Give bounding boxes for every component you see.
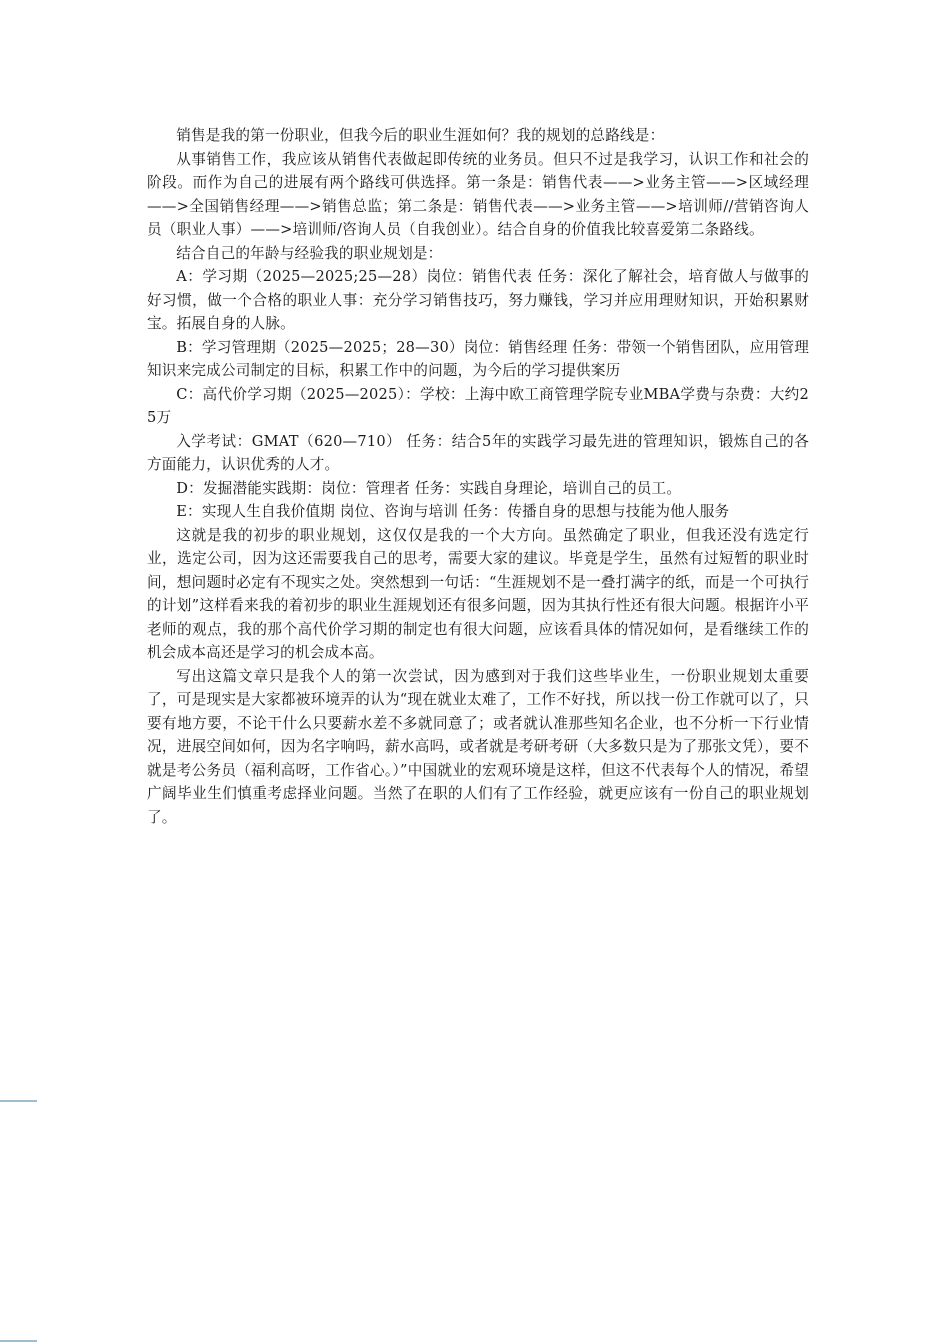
paragraph-conclusion: 写出这篇文章只是我个人的第一次尝试，因为感到对于我们这些毕业生，一份职业规划太重要了，可是现实是大家都被环境弄的认为“现在就业太难了，工作不好找，所以找一份工作就可以了，只要有地方要，不论干什么只要薪水差不多就同意了；或者就认准那些知名企业，也不分析一下行业情况，进展空间如何，因为名字响吗，薪水高吗，或者就是考研考研（大多数只是为了那张文凭），要不就是考公务员（福利高呀，工作省心。）”中国就业的宏观环境是这样，但这不代表每个人的情况，希望广阔毕业生们慎重考虑择业问题。当然了在职的人们有了工作经验，就更应该有一份自己的职业规划了。: [147, 667, 809, 826]
paragraph-stage-c: C：高代价学习期（2025—2025）：学校：上海中欧工商管理学院专业MBA学费与杂费：大约25万: [147, 385, 809, 426]
paragraph-intro: 销售是我的第一份职业，但我今后的职业生涯如何？我的规划的总路线是：: [176, 127, 665, 144]
page-edge-mark: [0, 1340, 37, 1342]
paragraph-stage-e: E：实现人生自我价值期 岗位、咨询与培训 任务：传播自身的思想与技能为他人服务: [176, 503, 730, 520]
paragraph-stage-d: D：发掘潜能实践期：岗位：管理者 任务：实践自身理论，培训自己的员工。: [176, 479, 682, 497]
paragraph-career-paths: 从事销售工作，我应该从销售代表做起即传统的业务员。但只不过是我学习，认识工作和社会的阶段。而作为自己的进展有两个路线可供选择。第一条是：销售代表——>业务主管——>区域经理——>全国销售经理——>销售总监；第二条是：销售代表——>业务主管——>培训师//营销咨询人员（职业人事）——>培训师/咨询人员（自我创业）。结合自身的价值我比较喜爱第二条路线。: [147, 150, 809, 238]
document-body: [147, 124, 809, 829]
paragraph-stage-c-exam: 入学考试：GMAT（620—710） 任务：结合5年的实践学习最先进的管理知识，锻炼自己的各方面能力，认识优秀的人才。: [147, 432, 809, 473]
paragraph-stage-b: B：学习管理期（2025—2025；28—30）岗位：销售经理 任务：带领一个销售团队，应用管理知识来完成公司制定的目标，积累工作中的问题，为今后的学习提供案历: [147, 338, 809, 379]
paragraph-reflection: 这就是我的初步的职业规划，这仅仅是我的一个大方向。虽然确定了职业，但我还没有选定行业，选定公司，因为这还需要我自己的思考，需要大家的建议。毕竟是学生，虽然有过短暂的职业时间，想问题时必定有不现实之处。突然想到一句话：“生涯规划不是一叠打满字的纸，而是一个可执行的计划”这样看来我的着初步的职业生涯规划还有很多问题，因为其执行性还有很大问题。根据许小平老师的观点，我的那个高代价学习期的制定也有很大问题，应该看具体的情况如何，是看继续工作的机会成本高还是学习的机会成本高。: [147, 526, 809, 661]
paragraph-stage-a: A：学习期（2025—2025;25—28）岗位：销售代表 任务：深化了解社会，培育做人与做事的好习惯，做一个合格的职业人事：充分学习销售技巧，努力赚钱，学习并应用理财知识，开始积累财宝。拓展自身的人脉。: [147, 268, 809, 332]
paragraph-plan-heading: 结合自己的年龄与经验我的职业规划是：: [176, 244, 443, 262]
page-edge-mark: [0, 1100, 37, 1102]
